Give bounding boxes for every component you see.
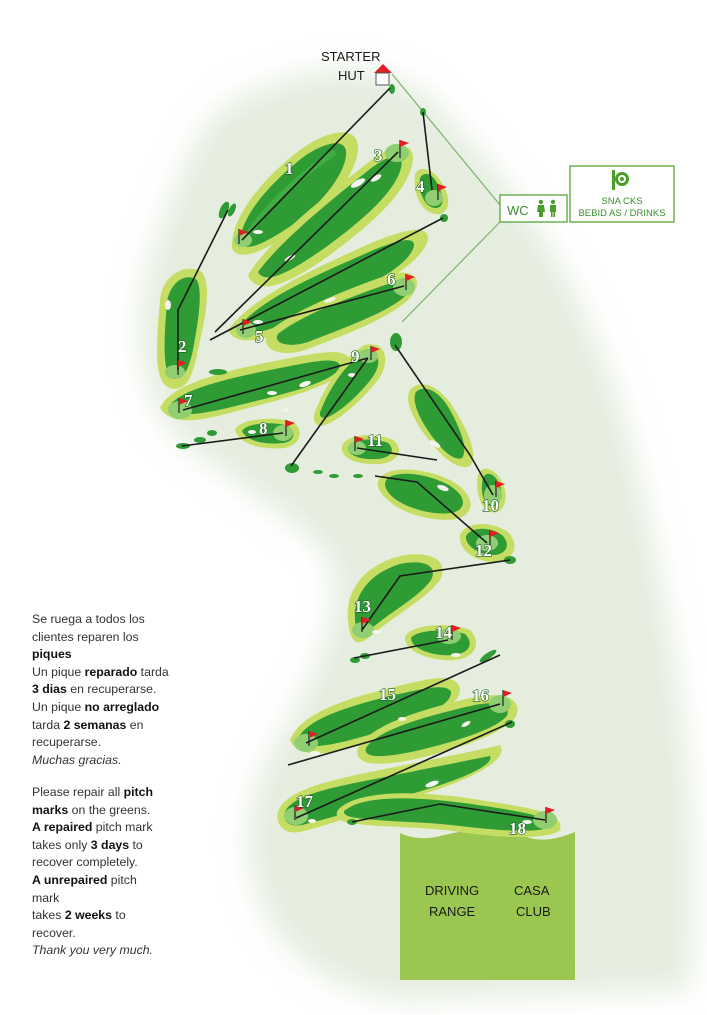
note-line <box>32 752 212 770</box>
hole-number-11: 11 <box>367 431 384 450</box>
hole-number-12: 12 <box>475 541 492 560</box>
note-text: pitch <box>123 785 153 799</box>
note-text: recover completely. <box>32 855 138 870</box>
starter-hut-label-line2: HUT <box>338 68 365 83</box>
note-text: piques <box>32 647 72 662</box>
hole-number-17: 17 <box>296 792 313 811</box>
note-text: 2 semanas <box>63 717 127 732</box>
note-text: recover. <box>32 925 76 940</box>
note-text: Un pique <box>32 699 85 714</box>
note-text: Se ruega a todos los <box>32 612 145 626</box>
note-line <box>32 646 212 664</box>
note-text: takes only <box>32 837 91 852</box>
note-text: reparado <box>84 664 138 679</box>
note-line <box>32 837 212 855</box>
starter-hut-label-line1: STARTER <box>321 49 381 64</box>
pitch-mark-notice-spanish <box>32 611 212 769</box>
hole-number-13: 13 <box>354 597 371 616</box>
note-text: A unrepaired <box>32 872 108 887</box>
note-text: pitch <box>107 872 137 887</box>
note-text: Un pique <box>32 664 85 679</box>
hole-number-7: 7 <box>184 391 193 410</box>
note-text: Thank you very much. <box>32 943 153 958</box>
note-line <box>32 907 212 925</box>
hole-number-4: 4 <box>416 177 425 196</box>
casa-club-label-line2: CLUB <box>516 904 551 919</box>
note-text: clientes reparen los <box>32 629 139 644</box>
note-text: to <box>112 908 126 923</box>
hole-number-8: 8 <box>259 419 268 438</box>
hole-number-9: 9 <box>351 347 360 366</box>
note-text: mark <box>32 890 60 905</box>
note-text: recuperarse. <box>32 735 102 750</box>
snacks-label-line2: BEBID AS / DRINKS <box>578 208 666 219</box>
wc-box <box>500 195 567 222</box>
note-text: marks <box>32 802 69 817</box>
note-line <box>32 854 212 872</box>
note-text: no arreglado <box>84 699 160 714</box>
wc-label: WC <box>507 203 529 218</box>
note-text: tarda <box>137 664 169 679</box>
hole-number-16: 16 <box>472 686 489 705</box>
casa-club-label-line1: CASA <box>514 883 550 898</box>
note-line <box>32 802 212 820</box>
snacks-box <box>570 166 674 222</box>
note-text: tarda <box>32 717 64 732</box>
note-line <box>32 872 212 890</box>
hole-number-1: 1 <box>285 159 294 178</box>
note-line <box>32 925 212 943</box>
note-line <box>32 890 212 908</box>
hole-number-3: 3 <box>374 146 383 165</box>
note-line <box>32 681 212 699</box>
pitch-mark-notice-english <box>32 784 212 960</box>
hole-number-18: 18 <box>509 819 526 838</box>
note-line <box>32 629 212 647</box>
hole-number-2: 2 <box>178 337 187 356</box>
note-text: en <box>126 717 144 732</box>
hole-number-10: 10 <box>482 496 499 515</box>
note-text: to <box>129 837 143 852</box>
note-text: pitch mark <box>92 820 153 835</box>
note-text: 3 dias <box>32 682 67 697</box>
note-line <box>32 611 212 629</box>
note-line <box>32 664 212 682</box>
hole-number-14: 14 <box>435 623 452 642</box>
note-line <box>32 734 212 752</box>
note-line <box>32 699 212 717</box>
note-line <box>32 819 212 837</box>
hut-icon <box>374 64 392 85</box>
note-text: Please repair all <box>32 785 124 799</box>
note-line <box>32 717 212 735</box>
note-text: 2 weeks <box>64 908 112 923</box>
hole-number-5: 5 <box>255 327 264 346</box>
note-line <box>32 942 212 960</box>
hole-number-6: 6 <box>387 270 396 289</box>
snacks-label-line1: SNA CKS <box>601 196 643 207</box>
driving-range-label-line1: DRIVING <box>425 883 480 898</box>
driving-range-label-line2: RANGE <box>429 904 476 919</box>
note-text: Muchas gracias. <box>32 752 122 767</box>
note-text: 3 days <box>90 837 130 852</box>
note-text: A repaired <box>32 820 93 835</box>
note-text: takes <box>32 908 65 923</box>
note-line <box>32 784 212 802</box>
note-text: en recuperarse. <box>66 682 157 697</box>
hole-number-15: 15 <box>379 685 396 704</box>
note-text: on the greens. <box>68 802 151 817</box>
